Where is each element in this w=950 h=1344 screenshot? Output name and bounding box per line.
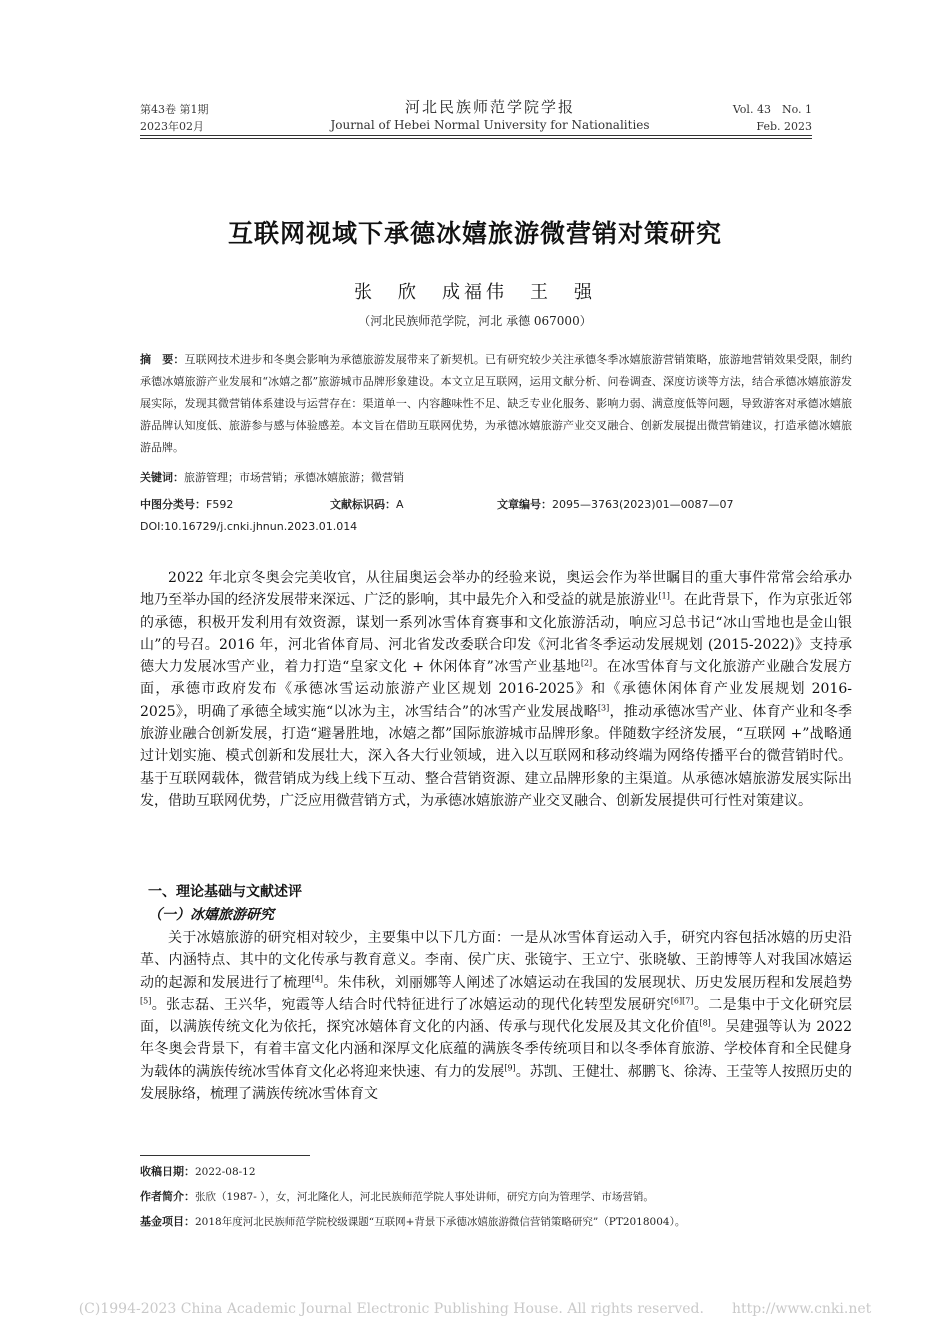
author-bio-label: 作者简介： xyxy=(140,1190,195,1203)
fund-label: 基金项目： xyxy=(140,1215,195,1228)
journal-name-en: Journal of Hebei Normal University for Nationalities xyxy=(330,118,650,132)
citation-ref[interactable]: [4] xyxy=(311,973,323,983)
body-text-segment: 。二是集中于文化研究层面，以满族传统文化为依托，探究冰嬉体育文化的内涵、传承与现代化发展及其文化价值 xyxy=(140,996,853,1036)
clc-value: F592 xyxy=(206,498,234,511)
header-volume-en: Vol. 43 No. 1 xyxy=(732,103,812,116)
article-affiliation: （河北民族师范学院，河北 承德 067000） xyxy=(358,314,592,328)
section-heading: 一、理论基础与文献述评 xyxy=(148,884,302,900)
footnote-received xyxy=(140,1163,852,1179)
header-journal-block xyxy=(300,98,680,134)
citation-ref[interactable]: [6][7] xyxy=(670,996,694,1006)
received-value: 2022-08-12 xyxy=(195,1166,256,1178)
footnote-author xyxy=(140,1188,852,1204)
body-text-segment: ，推动承德冰雪产业、体育产业和冬季旅游业融合创新发展，打造“避暑胜地，冰嬉之都”国际旅游城市品牌形象。伴随数字经济发展，“互联网 +”战略通过计划实施、模式创新和发展壮大，深入各大行业领域，进入以互联网和移动终端为网络传播平台的微营销时代。基于互联网载体，微营销成为线上线下互动、整合营销资源、建立品牌形象的主渠道。从承德冰嬉旅游发展实际出发，借助互联网优势，广泛应用微营销方式，为承德冰嬉旅游产业交叉融合、创新发展提供可行性对策建议。 xyxy=(140,703,852,809)
citation-ref[interactable]: [1] xyxy=(658,591,670,601)
article-authors: 张 欣 成福伟 王 强 xyxy=(354,282,596,303)
header-volume-issue: 第43卷 第1期 xyxy=(140,103,209,116)
fund-value: 2018年度河北民族师范学院校级课题“互联网+背景下承德冰嬉旅游微信营销策略研究”（PT2018004）。 xyxy=(195,1216,686,1228)
clc-label: 中图分类号： xyxy=(140,498,206,511)
citation-ref[interactable]: [3] xyxy=(597,703,610,713)
abstract-text: 互联网技术进步和冬奥会影响为承德旅游发展带来了新契机。已有研究较少关注承德冬季冰嬉旅游营销策略，旅游地营销效果受限，制约承德冰嬉旅游产业发展和“冰嬉之都”旅游城市品牌形象建设。本文立足互联网，运用文献分析、问卷调查、深度访谈等方法，结合承德冰嬉旅游发展实际，发现其微营销体系建设与运营存在：渠道单一、内容趣味性不足、缺乏专业化服务、影响力弱、满意度低等问题，导致游客对承德冰嬉旅游品牌认知度低、旅游参与感与体验感差。本文旨在借助互联网优势，为承德冰嬉旅游产业交叉融合、创新发展提出微营销建议，打造承德冰嬉旅游品牌。 xyxy=(140,353,853,454)
keywords-text: 旅游管理；市场营销；承德冰嬉旅游；微营销 xyxy=(184,471,404,484)
body-text-segment: 。在此背景下，作为京张近邻的承德，积极开发利用有效资源，谋划一系列冰雪体育赛事和文化旅游活动，响应习总书记“冰山雪地也是金山银山”的号召。2016 年，河北省体育局、河北省发改委联合印发《河北省冬季运动发展规划 (2015-2022)》支持承德大力发展冰雪产业，着力打造“皇家文化 + 休闲体育”冰雪产业基地 xyxy=(140,592,852,676)
received-label: 收稿日期： xyxy=(140,1165,195,1178)
header-volume-block xyxy=(140,101,209,135)
document-code xyxy=(330,496,404,512)
article-number-value: 2095—3763(2023)01—0087—07 xyxy=(552,498,734,511)
header-date-en: Feb. 2023 xyxy=(756,120,812,133)
article-title: 互联网视域下承德冰嬉旅游微营销对策研究 xyxy=(227,219,722,248)
abstract-label: 摘 要： xyxy=(140,353,185,366)
body-text-segment: 2022 年北京冬奥会完美收官，从往届奥运会举办的经验来说，奥运会作为举世瞩目的重大事件常常会给承办地乃至举办国的经济发展带来深远、广泛的影响，其中最先介入和受益的就是旅游业 xyxy=(140,570,852,609)
author-bio-value: 张欣（1987- ），女，河北隆化人，河北民族师范学院人事处讲师，研究方向为管理学、市场营销。 xyxy=(195,1191,654,1203)
intro-paragraph xyxy=(140,567,852,812)
citation-ref[interactable]: [8] xyxy=(699,1018,711,1028)
body-text-segment: 。在冰雪体育与文化旅游产业融合发展方面，承德市政府发布《承德冰雪运动旅游产业区规划 2016-2025》和《承德休闲体育产业发展规划 2016-2025》，明确了承德全域实施“以冰为主，冰雪结合”的冰雪产业发展战略 xyxy=(140,659,852,720)
literature-paragraph xyxy=(140,927,852,1105)
body-text-segment: 。朱伟秋，刘丽娜等人阐述了冰嬉运动在我国的发展现状、历史发展历程和发展趋势 xyxy=(322,974,853,991)
keywords xyxy=(140,469,404,485)
document-code-value: A xyxy=(396,498,404,511)
citation-ref[interactable]: [9] xyxy=(504,1063,516,1073)
body-text-segment: 。苏凯、王健壮、郝鹏飞、徐涛、王莹等人按照历史的发展脉络，梳理了满族传统冰雪体育文 xyxy=(140,1063,853,1103)
document-code-label: 文献标识码： xyxy=(330,498,396,511)
header-date-cn: 2023年02月 xyxy=(140,120,204,133)
abstract xyxy=(140,349,852,459)
doi: DOI:10.16729/j.cnki.jhnun.2023.01.014 xyxy=(140,520,358,533)
clc-number xyxy=(140,496,233,512)
citation-ref[interactable]: [5] xyxy=(140,996,152,1006)
article-number xyxy=(497,496,734,512)
journal-name-cn: 河北民族师范学院学报 xyxy=(404,98,575,116)
footnote-fund xyxy=(140,1213,852,1229)
copyright-watermark: (C)1994-2023 China Academic Journal Electronic Publishing House. All rights reserved. http://www.cnki.net xyxy=(78,1301,872,1317)
header-rule-secondary xyxy=(140,138,812,139)
article-number-label: 文章编号： xyxy=(497,498,552,511)
citation-ref[interactable]: [2] xyxy=(580,658,593,668)
body-text-segment: 。张志磊、王兴华，宛霞等人结合时代特征进行了冰嬉运动的现代化转型发展研究 xyxy=(151,996,671,1013)
footnote-rule xyxy=(140,1155,310,1156)
header-volume-en-block xyxy=(700,101,812,135)
keywords-label: 关键词： xyxy=(140,471,184,484)
header-rule xyxy=(140,135,812,136)
subsection-heading: （一）冰嬉旅游研究 xyxy=(148,907,274,923)
body-text-segment: 。吴建强等认为 2022 年冬奥会背景下，有着丰富文化内涵和深厚文化底蕴的满族冬季传统项目和以冬季体育旅游、学校体育和全民健身为载体的满族传统冰雪体育文化必将迎来快速、有力的发展 xyxy=(140,1019,852,1080)
body-text-segment: 关于冰嬉旅游的研究相对较少，主要集中以下几方面：一是从冰雪体育运动入手，研究内容包括冰嬉的历史沿革、内涵特点、其中的文化传承与教育意义。李南、侯广庆、张镜宇、王立宁、张晓敏、王韵博等人对我国冰嬉运动的起源和发展进行了梳理 xyxy=(140,930,852,991)
